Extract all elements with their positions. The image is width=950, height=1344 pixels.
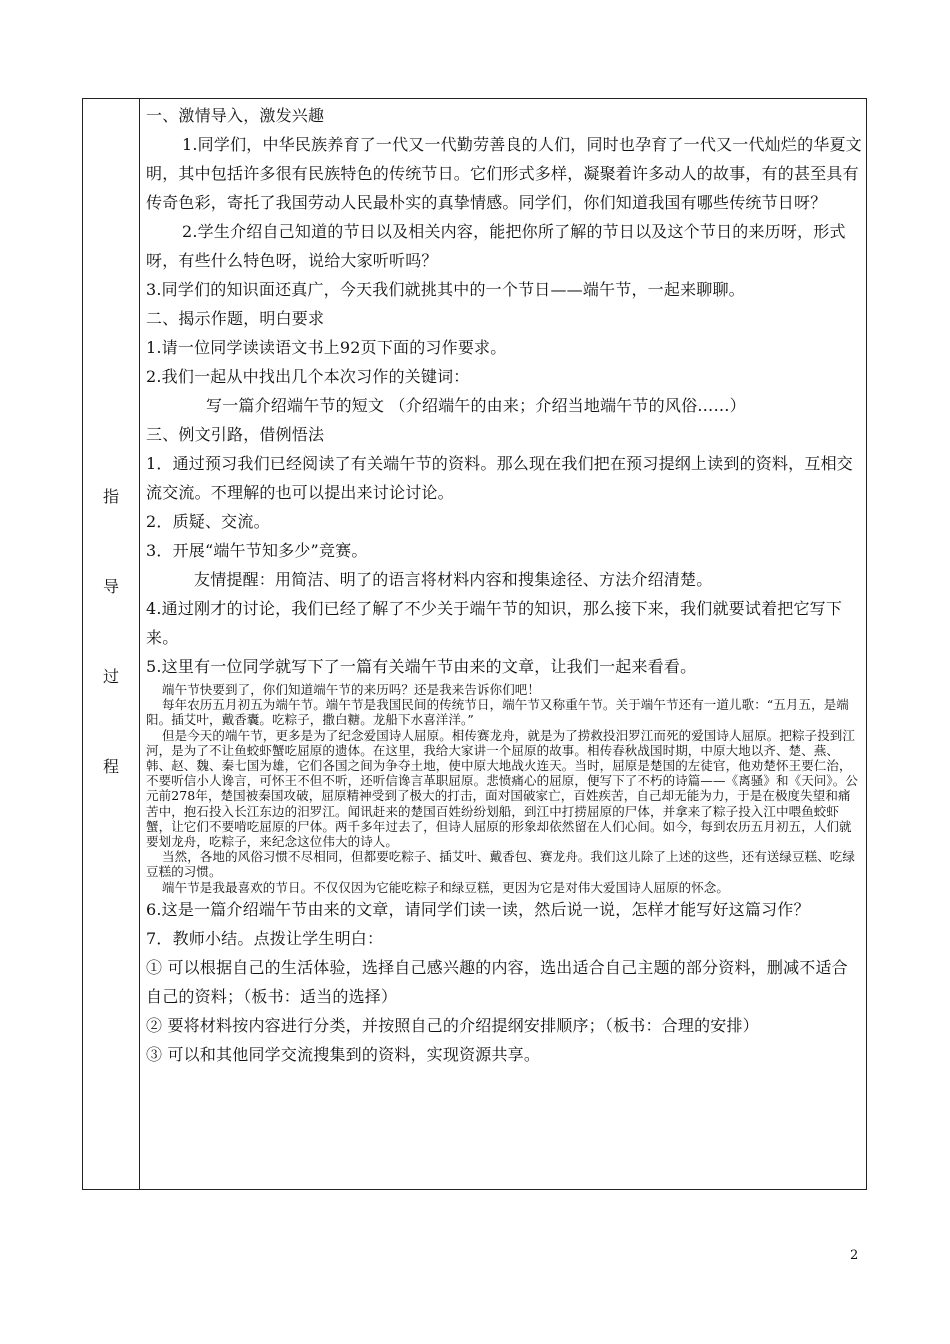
- content-paragraph: 1.请一位同学读读语文书上92页下面的习作要求。: [146, 338, 507, 357]
- lesson-table: [82, 98, 867, 1190]
- example-essay-paragraph: 但是今天的端午节，更多是为了纪念爱国诗人屈原。相传赛龙舟，就是为了捞救投汨罗江而死的爱国诗人屈原。把粽子投到江河，是为了不让鱼蛟虾蟹吃屈原的遗体。在这里，我给大家讲一个屈原的故事。相传春秋战国时期，中原大地以齐、楚、燕、韩、赵、魏、秦七国为雄，它们各国之间为争夺土地，使中原大地战火连天。当时，屈原是楚国的左徒官，他劝楚怀王要仁治，不要听信小人谗言，可怀王不但不听，还听信谗言革职屈原。悲愤痛心的屈原，便写下了不朽的诗篇——《离骚》和《天问》。公元前278年，楚国被秦国攻破，屈原精神受到了极大的打击，面对国破家亡，百姓疾苦，自己却无能为力，于是在极度失望和痛苦中，抱石投入长江东边的汨罗江。闻讯赶来的楚国百姓纷纷划船，到江中打捞屈原的尸体，并拿来了粽子投入江中喂鱼蛟虾蟹，让它们不要啃吃屈原的尸体。两千多年过去了，但诗人屈原的形象却依然留在人们心间。如今，每到农历五月初五，人们就要划龙舟，吃粽子，来纪念这位伟大的诗人。: [146, 727, 858, 850]
- content-paragraph: 二、揭示作题，明白要求: [146, 309, 325, 328]
- side-label-char: 导: [102, 577, 119, 596]
- content-paragraph: ③ 可以和其他同学交流搜集到的资料，实现资源共享。: [146, 1044, 541, 1064]
- side-label-char: 程: [102, 757, 119, 776]
- content-paragraph: 写一篇介绍端午节的短文 （介绍端午的由来；介绍当地端午节的风俗……）: [206, 396, 746, 415]
- content-paragraph: 2．质疑、交流。: [146, 512, 270, 531]
- content-paragraph: 4.通过刚才的讨论，我们已经了解了不少关于端午节的知识，那么接下来，我们就要试着把它写下来。: [146, 599, 843, 647]
- content-paragraph: 1.同学们，中华民族养育了一代又一代勤劳善良的人们，同时也孕育了一代又一代灿烂的华夏文明，其中包括许多很有民族特色的传统节日。它们形式多样，凝聚着许多动人的故事，有的甚至具有传奇色彩，寄托了我国劳动人民最朴实的真挚情感。同学们，你们知道我国有哪些传统节日呀？: [146, 135, 862, 212]
- side-label-column: [83, 99, 139, 1189]
- content-paragraph: ② 要将材料按内容进行分类，并按照自己的介绍提纲安排顺序；（板书：合理的安排）: [146, 1015, 759, 1035]
- content-paragraph: 三、例文引路，借例悟法: [146, 425, 325, 444]
- content-paragraph: 3．开展“端午节知多少”竞赛。: [146, 541, 368, 560]
- content-paragraph: 2.学生介绍自己知道的节日以及相关内容，能把你所了解的节日以及这个节日的来历呀，形式呀，有些什么特色呀，说给大家听听吗？: [146, 222, 846, 270]
- content-paragraph: 7．教师小结。点拨让学生明白：: [146, 928, 384, 948]
- content-paragraph: 5.这里有一位同学就写下了一篇有关端午节由来的文章，让我们一起来看看。: [146, 657, 697, 676]
- page-number: 2: [850, 1248, 859, 1263]
- content-paragraph: 6.这是一篇介绍端午节由来的文章，请同学们读一读，然后说一说，怎样才能写好这篇习作？: [146, 899, 810, 919]
- side-label-char: 过: [102, 667, 119, 686]
- lesson-content: [146, 101, 862, 1069]
- example-essay-paragraph: 端午节快要到了，你们知道端午节的来历吗？还是我来告诉你们吧！: [162, 682, 541, 697]
- example-essay-paragraph: 端午节是我最喜欢的节日。不仅仅因为它能吃粽子和绿豆糕，更因为它是对伟大爱国诗人屈原的怀念。: [162, 879, 730, 895]
- content-paragraph: ① 可以根据自己的生活体验，选择自己感兴趣的内容，选出适合自己主题的部分资料，删减不适合自己的资料；（板书：适当的选择）: [146, 957, 848, 1006]
- content-paragraph: 1．通过预习我们已经阅读了有关端午节的资料。那么现在我们把在预习提纲上读到的资料，互相交流交流。不理解的也可以提出来讨论讨论。: [146, 454, 853, 502]
- content-paragraph: 2.我们一起从中找出几个本次习作的关键词：: [146, 367, 470, 386]
- content-paragraph: 3.同学们的知识面还真广，今天我们就挑其中的一个节日——端午节，一起来聊聊。: [146, 280, 745, 299]
- content-paragraph: 一、激情导入，激发兴趣: [146, 106, 325, 125]
- example-essay-paragraph: 当然，各地的风俗习惯不尽相同，但都要吃粽子、插艾叶、戴香包、赛龙舟。我们这儿除了上述的这些，还有送绿豆糕、吃绿豆糕的习惯。: [146, 849, 856, 880]
- example-essay-paragraph: 每年农历五月初五为端午节。端午节是我国民间的传统节日，端午节又称重午节。关于端午节还有一道儿歌：“五月五，是端阳。插艾叶，戴香囊。吃粽子，撒白糖。龙船下水喜洋洋。”: [146, 697, 849, 728]
- column-divider: [139, 99, 140, 1189]
- content-paragraph: 友情提醒：用简洁、明了的语言将材料内容和搜集途径、方法介绍清楚。: [194, 570, 713, 589]
- side-label-char: 指: [102, 487, 119, 506]
